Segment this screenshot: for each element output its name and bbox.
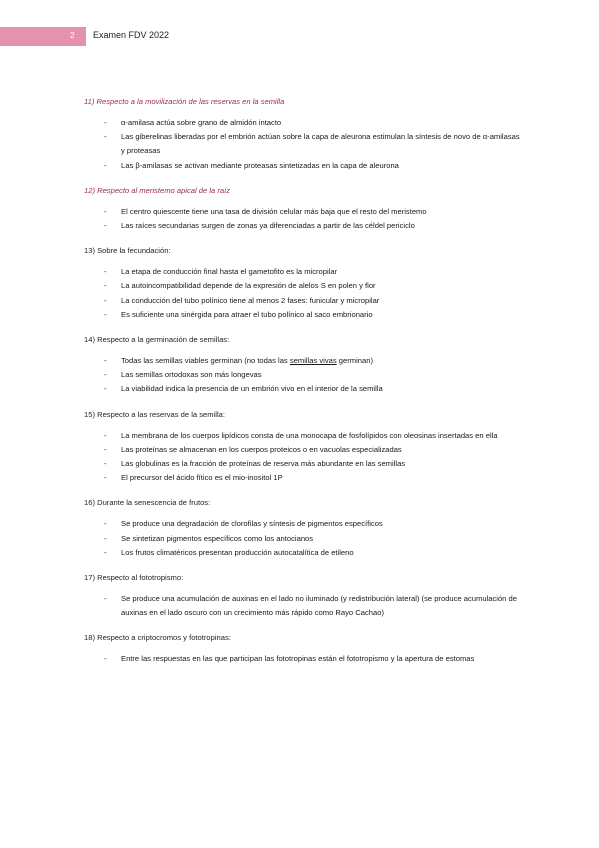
answer-list	[84, 429, 524, 486]
question-section	[84, 497, 524, 560]
answer-text: Las giberelinas liberadas por el embrión actúan sobre la capa de aleurona estimulan la síntesis de novo de α-amilasas y proteasas	[121, 132, 520, 156]
bullet-dash: -	[104, 309, 107, 319]
answer-list	[84, 652, 524, 666]
answer-item	[84, 279, 524, 293]
document-title: Examen FDV 2022	[93, 30, 170, 40]
answer-item	[84, 130, 524, 158]
answer-text: Las proteínas se almacenan en los cuerpos proteicos o en vacuolas especializadas	[121, 444, 402, 454]
bullet-dash: -	[104, 370, 107, 380]
answer-item	[84, 159, 524, 173]
answer-item	[84, 443, 524, 457]
answer-item	[84, 457, 524, 471]
answer-text: Es suficiente una sinérgida para atraer el tubo polínico al saco embrionario	[121, 309, 373, 319]
question-title: 15) Respecto a las reservas de la semilla:	[84, 409, 225, 419]
answer-text: Se produce una degradación de clorofilas y síntesis de pigmentos específicos	[121, 519, 383, 529]
answer-text: La autoincompatibilidad depende de la expresión de alelos S en polen y flor	[121, 281, 376, 291]
bullet-dash: -	[104, 459, 107, 469]
answer-list	[84, 265, 524, 322]
answer-text: Entre las respuestas en las que participan las fototropinas están el fototropismo y la apertura de estomas	[121, 654, 475, 664]
question-title: 11) Respecto a la movilización de las reservas en la semilla	[84, 97, 285, 106]
answer-text: Las raíces secundarias surgen de zonas ya diferenciadas a partir de las céldel periciclo	[121, 221, 415, 231]
answer-text: Los frutos climatéricos presentan producción autocatalítica de etileno	[121, 547, 354, 557]
answer-item	[84, 532, 524, 546]
answer-list	[84, 205, 524, 233]
bullet-dash: -	[104, 384, 107, 394]
answer-list	[84, 354, 524, 397]
answer-list	[84, 116, 524, 173]
bullet-dash: -	[104, 281, 107, 291]
bullet-dash: -	[104, 444, 107, 454]
question-title: 13) Sobre la fecundación:	[84, 246, 171, 256]
answer-text: Las β-amilasas se activan mediante proteasas sintetizadas en la capa de aleurona	[121, 160, 399, 170]
question-title: 17) Respecto al fototropismo:	[84, 573, 184, 583]
answer-text: La conducción del tubo polínico tiene al menos 2 fases: funicular y micropilar	[121, 295, 380, 305]
bullet-dash: -	[104, 160, 107, 170]
answer-item	[84, 308, 524, 322]
answer-list	[84, 517, 524, 560]
underlined-phrase: semillas vivas	[289, 356, 337, 366]
bullet-dash: -	[104, 132, 107, 142]
bullet-dash: -	[104, 295, 107, 305]
question-title: 14) Respecto a la germinación de semillas:	[84, 335, 230, 345]
question-section	[84, 632, 524, 666]
question-title: 12) Respecto al meristemo apical de la raíz	[84, 185, 231, 195]
exam-content	[84, 96, 524, 679]
bullet-dash: -	[104, 547, 107, 557]
answer-item	[84, 592, 524, 620]
answer-item	[84, 116, 524, 130]
bullet-dash: -	[104, 533, 107, 543]
answer-item	[84, 265, 524, 279]
page-header	[0, 27, 599, 46]
answer-item	[84, 517, 524, 531]
bullet-dash: -	[104, 118, 107, 127]
answer-text: α-amilasa actúa sobre grano de almidón intacto	[121, 118, 282, 127]
answer-text: Las globulinas es la fracción de proteínas de reserva más abundante en las semillas	[121, 459, 406, 469]
bullet-dash: -	[104, 519, 107, 529]
bullet-dash: -	[104, 430, 107, 440]
answer-item	[84, 205, 524, 219]
answer-item	[84, 652, 524, 666]
answer-item	[84, 294, 524, 308]
answer-text: Se sintetizan pigmentos específicos como los antocianos	[121, 533, 314, 543]
bullet-dash: -	[104, 594, 107, 604]
answer-text: Las semillas ortodoxas son más longevas	[121, 370, 262, 380]
question-section	[84, 185, 524, 233]
question-section	[84, 245, 524, 322]
bullet-dash: -	[104, 356, 107, 366]
bullet-dash: -	[104, 206, 107, 216]
question-section	[84, 334, 524, 397]
answer-item	[84, 471, 524, 485]
question-section	[84, 572, 524, 620]
answer-text: El precursor del ácido fítico es el mio-inositol 1P	[121, 473, 283, 483]
answer-item	[84, 354, 524, 368]
question-title: 18) Respecto a criptocromos y fototropinas:	[84, 633, 231, 643]
question-section	[84, 409, 524, 486]
answer-text: Se produce una acumulación de auxinas en el lado no iluminado (y redistribución lateral) (se produce acumulación de auxinas en el lado oscuro con un crecimiento más rápido como Rayo Cachao)	[121, 594, 517, 618]
answer-text: La membrana de los cuerpos lipídicos consta de una monocapa de fosfolípidos con oleosinas insertadas en ella	[121, 430, 498, 440]
page-number-tab	[0, 27, 86, 46]
bullet-dash: -	[104, 473, 107, 483]
answer-item	[84, 219, 524, 233]
answer-text: Todas las semillas viables germinan (no todas las semillas vivas germinan)	[121, 356, 373, 366]
answer-item	[84, 382, 524, 396]
question-title: 16) Durante la senescencia de frutos:	[84, 498, 211, 508]
page-number: 2	[70, 30, 75, 40]
answer-text: La viabilidad indica la presencia de un embrión vivo en el interior de la semilla	[121, 384, 383, 394]
question-section	[84, 96, 524, 173]
answer-item	[84, 368, 524, 382]
answer-text: El centro quiescente tiene una tasa de división celular más baja que el resto del meristemo	[121, 206, 427, 216]
answer-item	[84, 546, 524, 560]
bullet-dash: -	[104, 267, 107, 277]
answer-list	[84, 592, 524, 620]
bullet-dash: -	[104, 221, 107, 231]
answer-item	[84, 429, 524, 443]
bullet-dash: -	[104, 654, 107, 664]
answer-text: La etapa de conducción final hasta el gametofito es la micropilar	[121, 267, 338, 277]
